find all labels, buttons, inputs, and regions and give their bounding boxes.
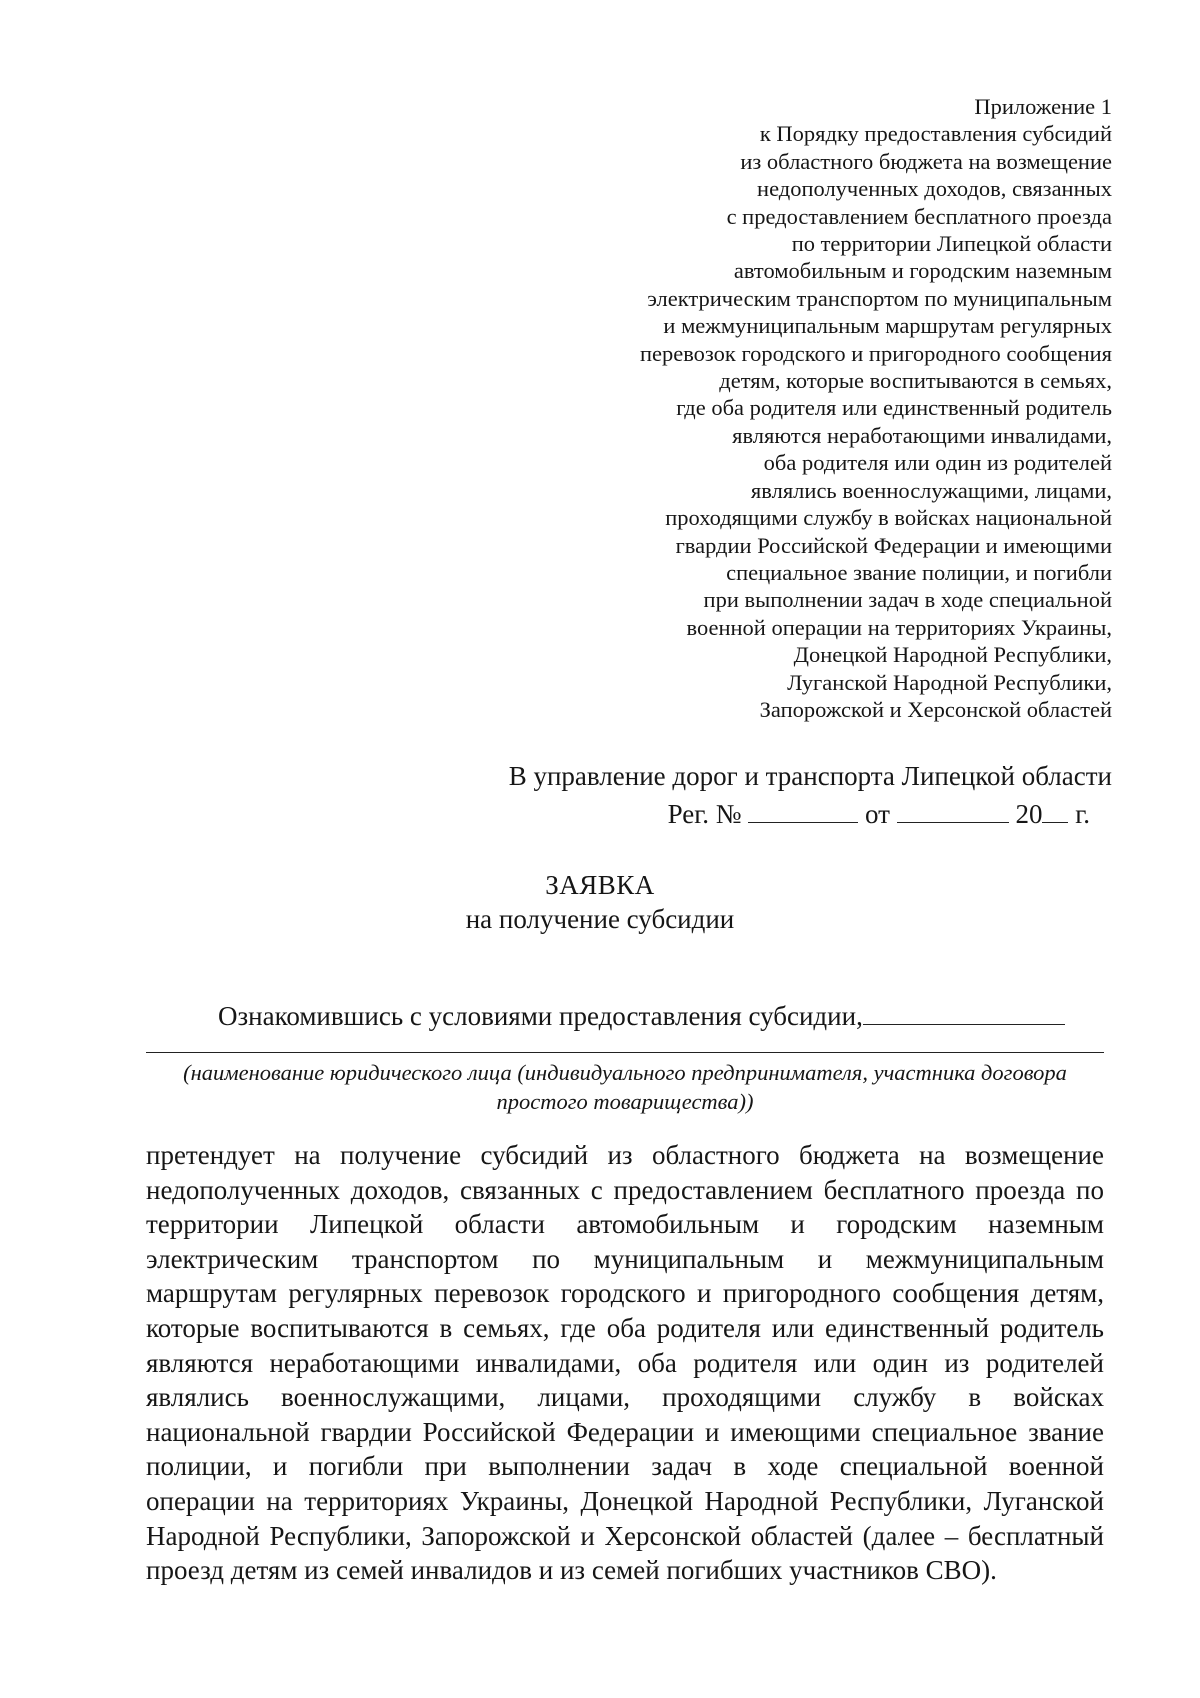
body-line: проезд детям из семей инвалидов и из семей погибших участников СВО). xyxy=(146,1555,997,1586)
registration-label: Рег. № xyxy=(667,799,742,829)
body-line: которые воспитываются в семьях, где оба родителя или единственный родитель xyxy=(146,1312,1104,1343)
body-line: операции на территориях Украины, Донецкой Народной Республики, Луганской xyxy=(146,1485,1104,1516)
appendix-line: проходящими службу в войсках национальной xyxy=(665,505,1112,531)
appendix-line: Луганской Народной Республики, xyxy=(787,669,1112,695)
appendix-line: гвардии Российской Федерации и имеющими xyxy=(675,532,1112,558)
body-line: территории Липецкой области автомобильным и городским наземным xyxy=(146,1209,1104,1240)
body-paragraph xyxy=(146,1138,1104,1588)
appendix-line: и межмуниципальным маршрутам регулярных xyxy=(663,313,1112,339)
appendix-line: недополученных доходов, связанных xyxy=(757,176,1112,202)
appendix-line: из областного бюджета на возмещение xyxy=(740,148,1112,174)
registration-year-blank xyxy=(1042,796,1068,823)
applicant-name-caption: (наименование юридического лица (индивидуального предпринимателя, участника договора простого товарищества)) xyxy=(183,1060,1067,1114)
appendix-line: с предоставлением бесплатного проезда xyxy=(726,203,1112,229)
appendix-line: электрическим транспортом по муниципальным xyxy=(647,285,1112,311)
registration-number-blank xyxy=(748,796,858,823)
body-line: претендует на получение субсидий из областного бюджета на возмещение xyxy=(146,1140,1104,1170)
registration-from-label: от xyxy=(865,799,890,829)
appendix-line: автомобильным и городским наземным xyxy=(733,258,1112,284)
appendix-line: являются неработающими инвалидами, xyxy=(732,422,1112,448)
body-line: национальной гвардии Российской Федерации и имеющими специальное звание xyxy=(146,1416,1104,1447)
applicant-name-line xyxy=(146,1052,1104,1053)
appendix-line: при выполнении задач в ходе специальной xyxy=(703,587,1112,613)
registration-year-prefix: 20 xyxy=(1015,799,1043,829)
appendix-line: являлись военнослужащими, лицами, xyxy=(750,477,1112,503)
appendix-line: Донецкой Народной Республики, xyxy=(793,642,1112,668)
appendix-line: где оба родителя или единственный родитель xyxy=(676,395,1112,421)
recipient-line: В управление дорог и транспорта Липецкой области xyxy=(508,761,1112,791)
appendix-line: специальное звание полиции, и погибли xyxy=(726,559,1112,585)
document-title: ЗАЯВКА xyxy=(545,870,655,900)
appendix-line: детям, которые воспитываются в семьях, xyxy=(719,368,1112,394)
appendix-line: Запорожской и Херсонской областей xyxy=(759,696,1112,722)
applicant-name-blank xyxy=(863,998,1065,1025)
body-line: являлись военнослужащими, лицами, проходящими службу в войсках xyxy=(146,1382,1104,1413)
appendix-header xyxy=(492,93,1112,723)
intro-line xyxy=(218,998,1065,1034)
appendix-line: Приложение 1 xyxy=(974,94,1112,119)
body-line: Народной Республики, Запорожской и Херсонской областей (далее – бесплатный xyxy=(146,1520,1104,1551)
appendix-line: оба родителя или один из родителей xyxy=(763,450,1112,476)
appendix-line: к Порядку предоставления субсидий xyxy=(759,121,1112,147)
body-line: являются неработающими инвалидами, оба родителя или один из родителей xyxy=(146,1347,1104,1378)
document-subtitle: на получение субсидии xyxy=(465,904,735,934)
body-line: маршрутам регулярных перевозок городского и пригородного сообщения детям, xyxy=(146,1278,1104,1309)
appendix-line: военной операции на территориях Украины, xyxy=(686,614,1112,640)
body-line: электрическим транспортом по муниципальным и межмуниципальным xyxy=(146,1243,1104,1274)
appendix-line: по территории Липецкой области xyxy=(791,231,1112,257)
appendix-line: перевозок городского и пригородного сообщения xyxy=(639,340,1112,366)
body-line: полиции, и погибли при выполнении задач в ходе специальной военной xyxy=(146,1451,1104,1482)
body-line: недополученных доходов, связанных с предоставлением бесплатного проезда по xyxy=(146,1174,1104,1205)
intro-text: Ознакомившись с условиями предоставления субсидии, xyxy=(218,1001,863,1031)
registration-line xyxy=(668,796,1090,832)
registration-date-blank xyxy=(897,796,1009,823)
registration-year-suffix: г. xyxy=(1075,799,1090,829)
